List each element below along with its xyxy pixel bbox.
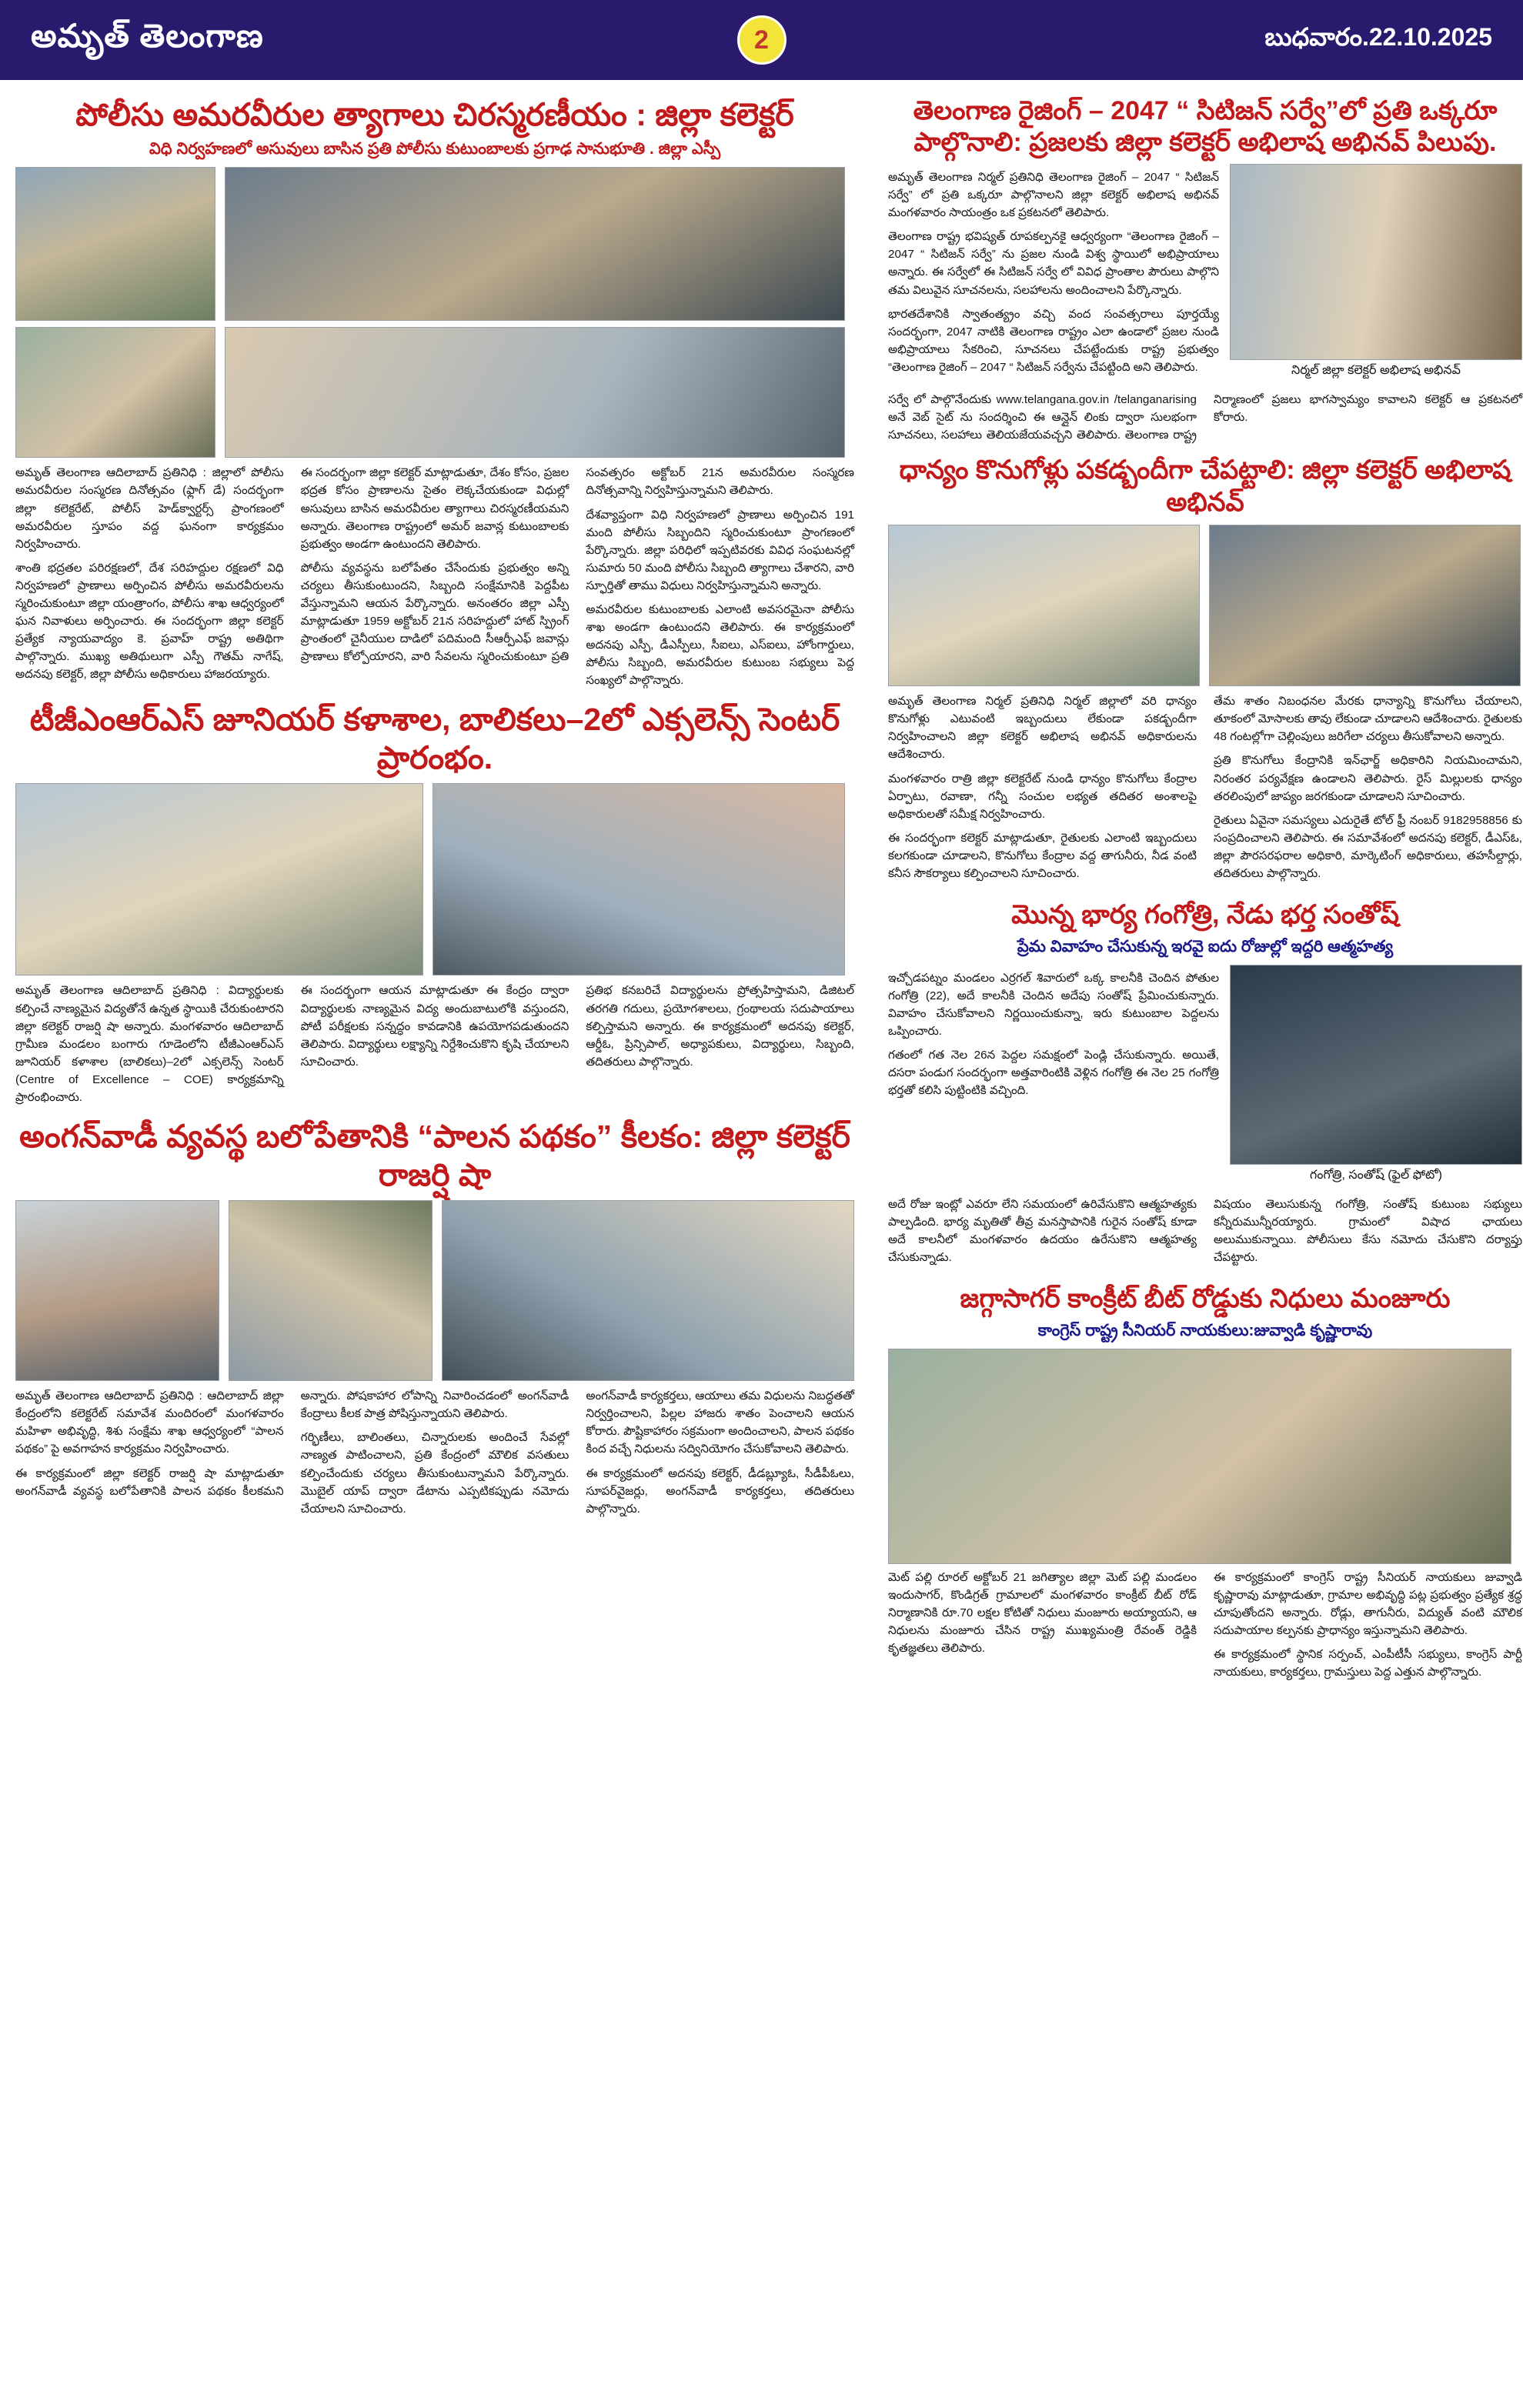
paragraph: గతంలో గత నెల 26న పెద్దల సమక్షంలో పెండ్లి చేసుకున్నారు. అయితే, దసరా పండుగ సందర్భంగా అత్తవారింటికి వెళ్లిన గంగోత్రి ఈ నెల 25 గంగోత్రి భర్తతో కలిసి పుట్టింటికి వచ్చింది. [888,1049,1219,1098]
story-road-funds [888,1283,1522,1681]
paragraph: అమృత్ తెలంగాణ ఆదిలాబాద్ ప్రతినిధి : జిల్లాలో పోలీసు అమరవీరుల సంస్మరణ దినోత్సవం (ఫ్లాగ్ డే) సందర్భంగా జిల్లా కలెక్టరేట్, పోలీస్ హెడ్‌క్వార్టర్స్ ప్రాంగణంలో అమరవీరుల స్తూపం వద్ద ఘనంగా కార్యక్రమం నిర్వహించారు. [15,466,284,551]
paragraph: ప్రతిభ కనబరిచే విద్యార్థులను ప్రోత్సహిస్తామని, డిజిటల్ తరగతి గదులు, ప్రయోగశాలలు, గ్రంథాలయ సదుపాయాలు కల్పిస్తామని అన్నారు. ఈ కార్యక్రమంలో అదనపు కలెక్టర్, ఆర్డీఓ, ప్రిన్సిపాల్, అధ్యాపకులు, విద్యార్థులు, సిబ్బంది, తదితరులు పాల్గొన్నారు. [586,984,854,1069]
paragraph: ఈ సందర్భంగా కలెక్టర్ మాట్లాడుతూ, రైతులకు ఎలాంటి ఇబ్బందులు కలగకుండా చూడాలని, కొనుగోలు కేంద్రాల వద్ద తాగునీరు, నీడ వంటి కనీస సౌకర్యాలు కల్పించాలని సూచించారు. [888,831,1197,880]
story-body [15,1387,854,1518]
collector-office-distribution-photo [15,1200,219,1381]
paragraph: మంగళవారం రాత్రి జిల్లా కలెక్టరేట్ నుండి ధాన్యం కొనుగోలు కేంద్రాల ఏర్పాటు, రవాణా, గన్నీ సంచుల లభ్యత తదితర అంశాలపై అధికారులతో సమీక్ష నిర్వహించారు. [888,772,1197,821]
paragraph: తెలంగాణ రాష్ట్ర భవిష్యత్ రూపకల్పనకై ఆధ్వర్యంగా “తెలంగాణ రైజింగ్ – 2047 “ సిటిజన్ సర్వే” ను ప్రజల నుండి విశ్వ స్థాయిలో అభిప్రాయాలు అన్నారు. ఈ సర్వేలో ఈ సిటిజన్ సర్వే లో వివిధ ప్రాంతాల పౌరులు పాల్గొని తమ విలువైన సూచనలను, సలహాలను అందించాలని పేర్కొన్నారు. [888,230,1219,297]
story-police-martyrs [15,95,854,689]
story-layout [888,965,1522,1191]
paragraph: పోలీసు వ్యవస్థను బలోపేతం చేసేందుకు ప్రభుత్వం అన్ని చర్యలు తీసుకుంటుందని, సిబ్బంది సంక్షేమానికి పెద్దపీట వేస్తున్నామని ఆయన పేర్కొన్నారు. అనంతరం జిల్లా ఎస్పీ మాట్లాడుతూ 1959 అక్టోబర్ 21న సరిహద్దులో హాట్ స్ప్రింగ్ ప్రాంతంలో చైనీయుల దాడిలో పదిమంది సీఆర్పీఎఫ్ జవాన్లు ప్రాణాలు కోల్పోయారని, వారి సేవలను స్మరించుకుంటూ ప్రతి సంవత్సరం అక్టోబర్ 21న అమరవీరుల సంస్మరణ దినోత్సవాన్ని నిర్వహిస్తున్నామని తెలిపారు. [300,466,854,664]
story-body-continued [888,1196,1522,1272]
paragraph: అమృత్ తెలంగాణ నిర్మల్ ప్రతినిధి నిర్మల్ జిల్లాలో వరి ధాన్యం కొనుగోళ్లు ఎటువంటి ఇబ్బందులు లేకుండా పకడ్బందీగా నిర్వహించాలని జిల్లా కలెక్టర్ అభిలాష అభినవ్ అధికారులను ఆదేశించారు. [888,695,1197,762]
story-heading: తెలంగాణ రైజింగ్ – 2047 “ సిటిజన్ సర్వే”లో ప్రతి ఒక్కరూ పాల్గొనాలి: ప్రజలకు జిల్లా కలెక్టర్ అభిలాష అభినవ్ పిలుపు. [913,96,1498,158]
photo-row [15,327,854,458]
paragraph: దేశవ్యాప్తంగా విధి నిర్వహణలో ప్రాణాలు అర్పించిన 191 మంది పోలీసు సిబ్బందిని స్మరించుకుంటూ ప్రాంగణంలో పేర్కొన్నారు. జిల్లా పరిధిలో ఇప్పటివరకు వివిధ సంఘటనల్లో సుమారు 50 మంది పోలీసు సిబ్బంది త్యాగాలు చేశారని, వారి స్ఫూర్తితో తాము విధులు నిర్వహిస్తున్నామని అన్నారు. [586,508,854,592]
photo-block [1230,164,1522,386]
paragraph: అమృత్ తెలంగాణ ఆదిలాబాద్ ప్రతినిధి : ఆదిలాబాద్ జిల్లా కేంద్రంలోని కలెక్టరేట్ సమావేశ మందిరంలో మంగళవారం మహిళా అభివృద్ధి, శిశు సంక్షేమ శాఖ ఆధ్వర్యంలో “పాలన పథకం” పై అవగాహన కార్యక్రమం నిర్వహించారు. [15,1389,284,1456]
story-body [888,969,1219,1191]
paragraph: భారతదేశానికి స్వాతంత్య్రం వచ్చి వంద సంవత్సరాలు పూర్తయ్యే సందర్భంగా, 2047 నాటికి తెలంగాణ రాష్ట్రం ఎలా ఉండాలో ప్రజల నుండి అభిప్రాయాలు సేకరించి, సూచనలు చేపట్టేందుకు రాష్ట్ర ప్రభుత్వం “తెలంగాణ రైజింగ్ – 2047 “ సిటిజన్ సర్వేను చేపట్టింది అని తెలిపారు. [888,307,1219,374]
collector-felicitation-photo [225,167,845,321]
road-sanction-gathering-photo [888,1349,1511,1564]
photo-block [1230,965,1522,1191]
paragraph: శాంతి భద్రతల పరిరక్షణలో, దేశ సరిహద్దుల రక్షణలో విధి నిర్వహణలో ప్రాణాలు అర్పించిన పోలీసు అమరవీరులను స్మరించుకుంటూ జిల్లా యంత్రాంగం, పోలీసు శాఖ ఆధ్వర్యంలో ఘన నివాళులు అర్పించారు. ఈ సందర్భంగా జిల్లా కలెక్టర్ ప్రత్యేక న్యాయవాద్యం కె. ప్రవాహ్ రాష్ట్ర అతిథిగా పాల్గొన్నారు. ముఖ్య అతిథులుగా ఎస్పీ గౌతమ్ నాగేష్, అదనపు కలెక్టర్, జిల్లా పోలీసు అధికారులు హాజరయ్యారు. [15,561,284,682]
story-layout [888,164,1522,386]
story-body [888,168,1219,386]
anganwadi-centre-photo [442,1200,854,1381]
story-body [888,692,1522,889]
audience-women-photo [225,327,845,458]
couple-photo [1230,965,1522,1165]
story-body [15,464,854,689]
story-telangana-rising [888,95,1522,444]
story-heading: జగ్గాసాగర్ కాంక్రీట్ బీట్ రోడ్డుకు నిధులు మంజూరు [960,1284,1451,1314]
photo-row [888,525,1522,686]
martyrs-memorial-photo [15,167,215,321]
story-anganwadi [15,1117,854,1518]
officials-review-meeting-photo [1209,525,1521,686]
story-excellence-centre [15,700,854,1106]
story-body [15,982,854,1106]
right-column [888,91,1522,1693]
paragraph: తేమ శాతం నిబంధనల మేరకు ధాన్యాన్ని కొనుగోలు చేయాలని, తూకంలో మోసాలకు తావు లేకుండా చూడాలని ఆదేశించారు. రైతులకు 48 గంటల్లోగా చెల్లింపులు జరిగేలా చర్యలు తీసుకోవాలని అన్నారు. [1214,695,1522,744]
paragraph: అంగన్‌వాడీ కార్యకర్తలు, ఆయాలు తమ విధులను నిబద్ధతతో నిర్వర్తించాలని, పిల్లల హాజరు శాతం పెంచాలని ఆయన కోరారు. పౌష్టికాహారం సక్రమంగా అందించాలని, పాలన పథకం కింద వచ్చే నిధులను సద్వినియోగం చేసుకోవాలని తెలిపారు. [586,1389,854,1456]
story-heading: టీజీఎంఆర్ఎస్ జూనియర్ కళాశాల, బాలికలు–2లో ఎక్సలెన్స్ సెంటర్ ప్రారంభం. [29,702,840,776]
officials-seated-photo [15,327,215,458]
page-body [0,80,1523,1708]
photo-caption: నిర్మల్ జిల్లా కలెక్టర్ అభిలాష అభినవ్ [1291,363,1461,377]
story-body-continued [888,391,1522,444]
paragraph: అమృత్ తెలంగాణ ఆదిలాబాద్ ప్రతినిధి : విద్యార్థులకు కల్పించే నాణ్యమైన విద్యతోనే ఉన్నత స్థాయికి చేరుకుంటారని జిల్లా కలెక్టర్ రాజర్షి షా అన్నారు. మంగళవారం ఆదిలాబాద్ గ్రామీణ మండలం బంగారు గూడెంలోని టీజీఎంఆర్ఎస్ జూనియర్ కళాశాల (బాలికలు)–2లో ఎక్సలెన్స్ సెంటర్ (Centre of Excellence – COE) కార్యక్రమాన్ని ప్రారంభించారు. [15,984,284,1105]
paragraph: గర్భిణీలు, బాలింతలు, చిన్నారులకు అందించే సేవల్లో నాణ్యత పాటించాలని, ప్రతి కేంద్రంలో మౌలిక వసతులు కల్పించేందుకు చర్యలు తీసుకుంటున్నామని పేర్కొన్నారు. మొబైల్ యాప్ ద్వారా డేటాను ఎప్పటికప్పుడు నమోదు చేయాలని సూచించారు. [300,1431,569,1516]
publication-date: బుధవారం.22.10.2025 [1264,22,1492,51]
story-subheading: కాంగ్రెస్ రాష్ట్ర సీనియర్ నాయకులు:జువ్వాడి కృష్ణారావు [1037,1321,1373,1339]
paragraph: విషయం తెలుసుకున్న గంగోత్రి, సంతోష్ కుటుంబ సభ్యులు కన్నీరుమున్నీరయ్యారు. గ్రామంలో విషాద ఛాయలు అలుముకున్నాయి. పోలీసులు కేసు నమోదు చేసుకొని దర్యాప్తు చేపట్టారు. [1214,1197,1522,1265]
photo-caption: గంగోత్రి, సంతోష్ (ఫైల్ ఫోటో) [1310,1168,1442,1182]
paragraph: అమృత్ తెలంగాణ నిర్మల్ ప్రతినిధి తెలంగాణ రైజింగ్ – 2047 “ సిటిజన్ సర్వే” లో ప్రతి ఒక్కరూ పాల్గొనాలని జిల్లా కలెక్టర్ అభిలాష అభినవ్ మంగళవారం సాయంత్రం ఒక ప్రకటనలో తెలిపారు. [888,170,1219,220]
paragraph: ఈ కార్యక్రమంలో స్థానిక సర్పంచ్, ఎంపీటీసీ సభ్యులు, కాంగ్రెస్ పార్టీ నాయకులు, కార్యకర్తలు, గ్రామస్తులు పెద్ద ఎత్తున పాల్గొన్నారు. [1214,1648,1522,1679]
paragraph: ఈ సందర్భంగా ఆయన మాట్లాడుతూ ఈ కేంద్రం ద్వారా విద్యార్థులకు నాణ్యమైన విద్య అందుబాటులోకి వస్తుందని, పోటీ పరీక్షలకు సన్నద్ధం కావడానికి ఉపయోగపడుతుందని తెలిపారు. విద్యార్థులు లక్ష్యాన్ని నిర్దేశించుకొని కృషి చేయాలని సూచించారు. [300,984,569,1069]
paragraph: ఈ సందర్భంగా జిల్లా కలెక్టర్ మాట్లాడుతూ, దేశం కోసం, ప్రజల భద్రత కోసం ప్రాణాలను సైతం లెక్కచేయకుండా విధుల్లో అసువులు బాసిన అమరవీరుల త్యాగాలు చిరస్మరణీయమని అన్నారు. తెలంగాణ రాష్ట్రంలో అమర్ జవాన్ల కుటుంబాలకు ప్రభుత్వం అండగా ఉంటుందని తెలిపారు. [300,466,569,551]
masthead [0,0,1523,80]
photo-row [15,783,854,976]
paragraph: ఈ కార్యక్రమంలో జిల్లా కలెక్టర్ రాజర్షి షా మాట్లాడుతూ అంగన్‌వాడీ వ్యవస్థ బలోపేతానికి పాలన పథకం కీలకమని అన్నారు. పోషకాహార లోపాన్ని నివారించడంలో అంగన్‌వాడీ కేంద్రాలు కీలక పాత్ర పోషిస్తున్నాయని తెలిపారు. [15,1389,569,1498]
story-subheading: విధి నిర్వహణలో అసువులు బాసిన ప్రతి పోలీసు కుటుంబాలకు ప్రగాఢ సానుభూతి . జిల్లా ఎస్పీ [149,140,721,158]
photo-row [15,1200,854,1381]
paragraph: రైతులు ఏవైనా సమస్యలు ఎదురైతే టోల్ ఫ్రీ నంబర్ 9182958856 కు సంప్రదించాలని తెలిపారు. ఈ సమావేశంలో అదనపు కలెక్టర్, డీఎస్ఓ, జిల్లా పౌరసరఫరాల అధికారి, మార్కెటింగ్ అధికారులు, తహసీల్దార్లు, తదితరులు పాల్గొన్నారు. [1214,813,1522,880]
collector-press-conference-photo [1230,164,1522,360]
paragraph: ఇచ్చోడపట్నం మండలం ఎర్రగల్ శివారులో ఒక్క కాలనీకి చెందిన పోతుల గంగోత్రి (22), అదే కాలనీకి చెందిన అదేపు సంతోష్ ప్రేమించుకున్నారు. వివాహం చేసుకోవాలని నిర్ణయించుకున్నా, ఇరు కుటుంబాల పెద్దలను ఒప్పించారు. [888,971,1219,1039]
story-paddy-procurement [888,455,1522,889]
story-heading: మొన్న భార్య గంగోత్రి, నేడు భర్త సంతోష్ [1011,900,1399,930]
paragraph: మెట్ పల్లి రూరల్ అక్టోబర్ 21 జగిత్యాల జిల్లా మెట్ పల్లి మండలం ఇందుసాగర్, కొండిగ్రత్ గ్రామాలలో మంగళవారం కాంక్రీట్ బీట్ రోడ్ నిర్మాణానికి రూ.70 లక్షల కోటితో నిధులు మంజూరు అయ్యాయని, ఆ నిధులను మంజూరు చేసిన రాష్ట్ర ముఖ్యమంత్రి రేవంత్ రెడ్డికి కృతజ్ఞతలు తెలిపారు. [888,1571,1197,1656]
publication-title: అమృత్ తెలంగాణ [31,17,264,54]
page-title: పోలీసు అమరవీరుల త్యాగాలు చిరస్మరణీయం : జిల్లా కలెక్టర్ [75,97,794,132]
story-couple-suicide [888,899,1522,1272]
story-subheading: ప్రేమ వివాహం చేసుకున్న ఇరవై ఐదు రోజుల్లో ఇద్దరి ఆత్మహత్య [1017,937,1394,956]
collector-review-meeting-photo [888,525,1200,686]
photo-row [15,167,854,321]
story-body [888,1569,1522,1682]
left-column [15,91,854,1693]
page-number-badge: 2 [737,15,787,65]
inauguration-dais-photo [15,783,423,976]
paragraph: అమరవీరుల కుటుంబాలకు ఎలాంటి అవసరమైనా పోలీసు శాఖ అండగా ఉంటుందని తెలిపారు. ఈ కార్యక్రమంలో అదనపు ఎస్పీ, డీఎస్పీలు, సీఐలు, ఎస్ఐలు, హోంగార్డులు, పోలీసు సిబ్బంది, అమరవీరుల కుటుంబ సభ్యులు పెద్ద సంఖ్యలో పాల్గొన్నారు. [586,602,854,688]
students-audience-photo [433,783,845,976]
paragraph: ప్రతి కొనుగోలు కేంద్రానికి ఇన్‌ఛార్జ్ అధికారిని నియమించామని, నిరంతర పర్యవేక్షణ ఉండాలని తెలిపారు. రైస్ మిల్లులకు ధాన్యం తరలింపులో జాప్యం జరగకుండా చూడాలని సూచించారు. [1214,754,1522,803]
anganwadi-workers-meeting-photo [229,1200,433,1381]
paragraph: అదే రోజు ఇంట్లో ఎవరూ లేని సమయంలో ఉరివేసుకొని ఆత్మహత్యకు పాల్పడింది. భార్య మృతితో తీవ్ర మనస్తాపానికి గురైన సంతోష్ కూడా అదే కాలనీలో మంగళవారం ఉదయం ఉరేసుకొని ఆత్మహత్య చేసుకున్నాడు. [888,1197,1197,1265]
story-heading: ధాన్యం కొనుగోళ్లు పకడ్బందీగా చేపట్టాలి: జిల్లా కలెక్టర్ అభిలాష అభినవ్ [899,455,1511,517]
paragraph: సర్వే లో పాల్గొనేందుకు www.telangana.gov.in /telanganarising అనే వెబ్ సైట్ ను సందర్శించి ఈ ఆన్లైన్ లింకు ద్వారా సులభంగా సూచనలు, సలహాలు తెలియజేయవచ్చని తెలిపారు. తెలంగాణ రాష్ట్ర నిర్మాణంలో ప్రజలు భాగస్వామ్యం కావాలని కలెక్టర్ ఆ ప్రకటనలో కోరారు. [888,392,1522,442]
paragraph: ఈ కార్యక్రమంలో అదనపు కలెక్టర్, డీడబ్ల్యూఓ, సీడీపీఓలు, సూపర్‌వైజర్లు, అంగన్‌వాడీ కార్యకర్తలు, తదితరులు పాల్గొన్నారు. [586,1466,854,1516]
story-heading: అంగన్‌వాడీ వ్యవస్థ బలోపేతానికి “పాలన పథకం” కీలకం: జిల్లా కలెక్టర్ రాజర్షి షా [19,1119,850,1193]
paragraph: ఈ కార్యక్రమంలో కాంగ్రెస్ రాష్ట్ర సీనియర్ నాయకులు జువ్వాడి కృష్ణారావు మాట్లాడుతూ, గ్రామాల అభివృద్ధి పట్ల ప్రభుత్వం ప్రత్యేక శ్రద్ధ చూపుతోందని అన్నారు. రోడ్లు, తాగునీరు, విద్యుత్ వంటి మౌలిక సదుపాయాల కల్పనకు ప్రాధాన్యం ఇస్తున్నామని తెలిపారు. [1214,1571,1522,1638]
